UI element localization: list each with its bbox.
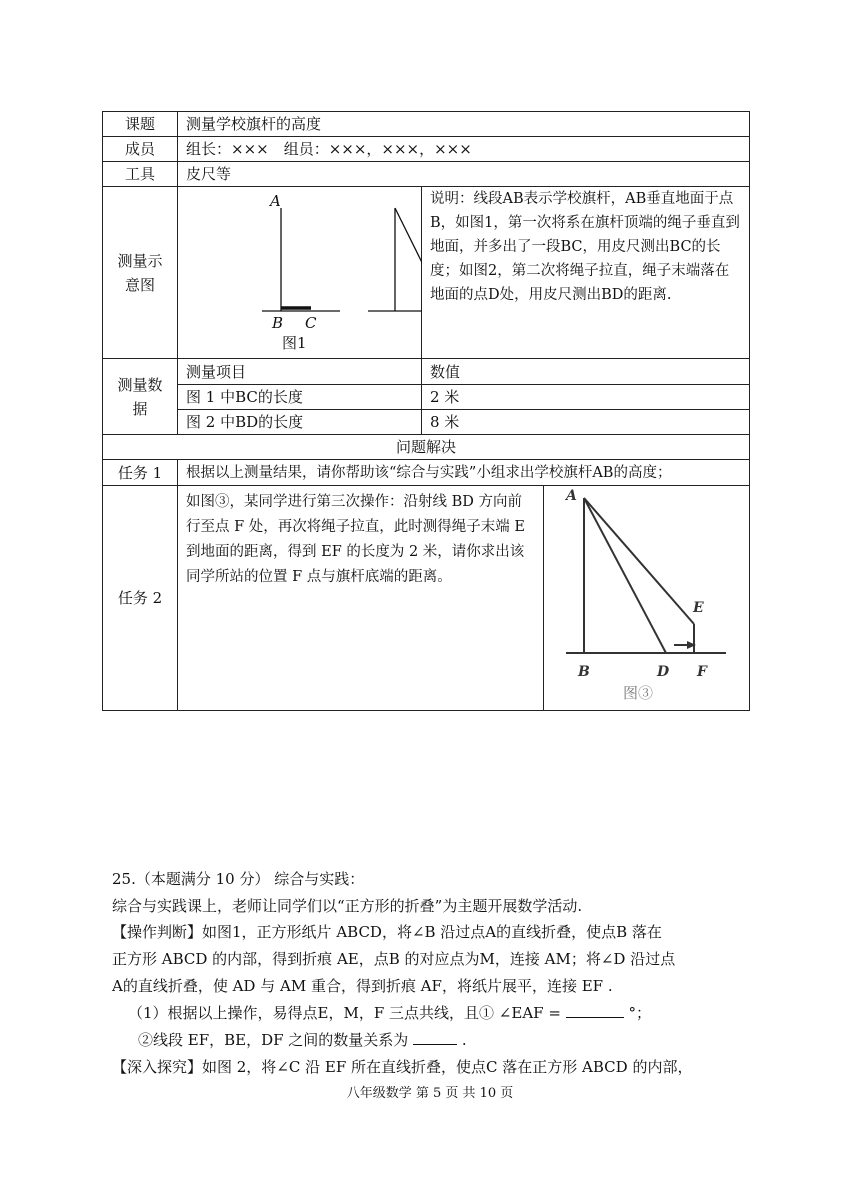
fig1-label-b: B [272,314,284,332]
fig3-label-e: E [693,600,704,616]
col-header-value: 数值 [422,359,750,385]
answer-blank-angle[interactable] [566,1003,624,1018]
task-table [102,111,750,711]
fig1-caption: 图1 [282,334,307,352]
sub2-suffix: . [461,1031,467,1049]
sub1-suffix: °； [628,1004,651,1022]
row1-item: 图 1 中BC的长度 [178,385,422,410]
col-header-item: 测量项目 [178,359,422,385]
q25-subquestion-1 [128,1000,778,1026]
task1-label: 任务 1 [103,460,178,486]
figure-1-2-drawing [178,187,422,357]
fig3-label-f: F [697,664,707,680]
sub2-prefix: ②线段 EF，BE，DF 之间的数量关系为 [138,1031,409,1049]
tools-value: 皮尺等 [178,162,750,187]
sub1-prefix: （1）根据以上操作，易得点E，M，F 三点共线，且① ∠EAF = [128,1004,561,1022]
fig1-label-a: A [270,192,281,210]
figure-3-drawing [544,486,750,709]
q25-operation-line2: 正方形 ABCD 的内部，得到折痕 AE，点B 的对应点为M，连接 AM；将∠D 沿过点 [112,950,676,968]
fig3-caption: 图③ [623,684,654,702]
row2-value: 8 米 [422,410,750,435]
q25-subquestion-2 [138,1027,788,1053]
page-footer: 八年级数学 第 5 页 共 10 页 [346,1086,514,1101]
task2-text: 如图③，某同学进行第三次操作：沿射线 BD 方向前行至点 F 处，再次将绳子拉直，此时测得绳子末端 E 到地面的距离，得到 EF 的长度为 2 米，请你求出该同学所站的位置 F 点与旗杆底端的距离。 [178,486,544,711]
topic-value: 测量学校旗杆的高度 [178,112,750,137]
topic-label: 课题 [103,112,178,137]
fig3-rope-ad [584,498,666,653]
fig3-label-d: D [657,664,670,680]
members-label: 成员 [103,137,178,162]
tools-label: 工具 [103,162,178,187]
task2-label: 任务 2 [103,486,178,711]
row2-item: 图 2 中BD的长度 [178,410,422,435]
q25-heading: 25.（本题满分 10 分） 综合与实践： [112,870,365,888]
q25-explore-line: 【深入探究】如图 2，将∠C 沿 EF 所在直线折叠，使点C 落在正方形 ABCD 的内部， [112,1058,693,1076]
q25-operation-line1: 【操作判断】如图1，正方形纸片 ABCD，将∠B 沿过点A的直线折叠，使点B 落在 [112,923,662,941]
fig3-label-a: A [566,488,577,504]
fig1-label-c: C [305,314,317,332]
answer-blank-relation[interactable] [413,1030,457,1045]
figures-1-2 [178,187,422,359]
task1-text: 根据以上测量结果，请你帮助该“综合与实践”小组求出学校旗杆AB的高度； [178,460,750,486]
members-value: 组长：××× 组员：×××，×××，××× [178,137,750,162]
fig2-rope [395,208,422,311]
figure-3 [544,486,750,711]
diagram-label: 测量示意图 [103,187,178,359]
data-label: 测量数据 [103,359,178,435]
q25-operation-line3: A的直线折叠，使 AD 与 AM 重合，得到折痕 AF，将纸片展平，连接 EF . [112,977,613,995]
fig3-label-b: B [578,664,590,680]
q25-intro: 综合与实践课上，老师让同学们以“正方形的折叠”为主题开展数学活动. [112,897,583,915]
row1-value: 2 米 [422,385,750,410]
problem-header: 问题解决 [103,435,750,460]
fig3-rope-ae [584,498,694,624]
description: 说明：线段AB表示学校旗杆，AB垂直地面于点B，如图1，第一次将系在旗杆顶端的绳子垂直到地面，并多出了一段BC，用皮尺测出BC的长度；如图2，第二次将绳子拉直，绳子末端落在地面的点D处，用皮尺测出BD的距离. [422,187,750,359]
